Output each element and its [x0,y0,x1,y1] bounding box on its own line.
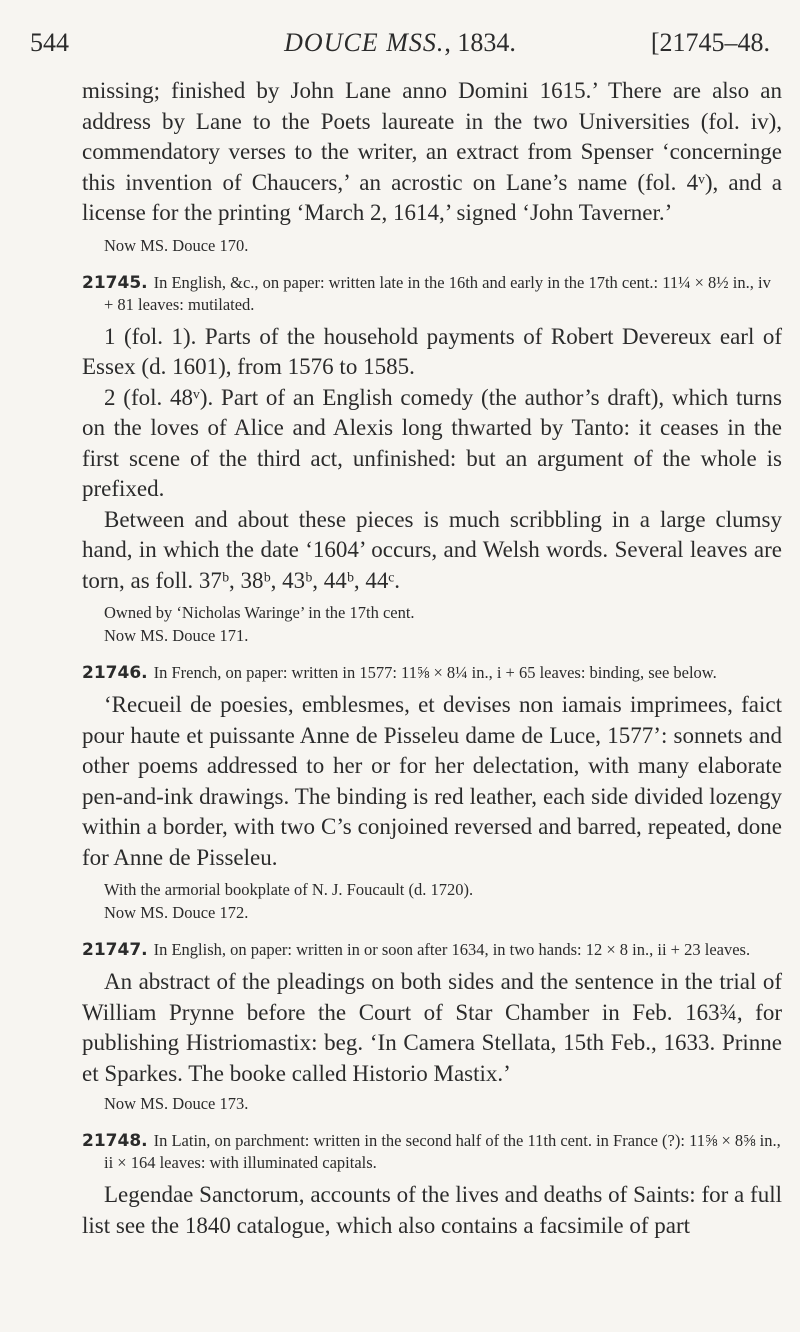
intro-now-ms: Now MS. Douce 170. [104,235,249,255]
entry-paragraph: 1 (fol. 1). Parts of the household payments of Robert Devereux earl of Essex (d. 1601), from 1576 to 1585. [82,323,782,379]
entry-notes: Owned by ‘Nicholas Waringe’ in the 17th cent. [104,603,415,622]
entry-number: 21748. [82,1131,148,1151]
entry-heading [82,939,782,961]
entry-now-ms: Now MS. Douce 173. [104,1094,249,1113]
entry-description: In English, on paper: written in or soon after 1634, in two hands: 12 × 8 in., ii + 23 leaves. [153,940,751,959]
entry-now-ms: Now MS. Douce 172. [104,903,249,922]
entry-21747 [82,939,782,1114]
running-title-year: , 1834. [444,28,516,57]
entry-paragraph: ‘Recueil de poesies, emblesmes, et devises non iamais imprimees, faict pour haute et puissante Anne de Pisseleu dame de Luce, 1577’: sonnets and other poems addressed to her or for her delectation, with many elaborate pen-and-ink drawings. The binding is red leather, each side divided lozengy within a border, with two C’s conjoined reversed and barred, repeated, done for Anne de Pisseleu. [82,692,782,870]
entry-number: 21745. [82,272,148,293]
entry-paragraph: 2 (fol. 48ᵛ). Part of an English comedy (the author’s draft), which turns on the loves of Alice and Alexis long thwarted by Tanto: it ceases in the first scene of the third act, unfinished: but an argument of the whole is prefixed. [82,384,782,501]
entry-range: [21745–48. [650,28,770,57]
running-header [30,18,770,62]
page-body [82,76,782,1241]
entry-heading [82,1130,782,1174]
entry-description: In French, on paper: written in 1577: 11⅝ × 8¼ in., i + 65 leaves: binding, see below. [153,663,717,682]
entry-number: 21747. [82,940,148,960]
entry-paragraph: An abstract of the pleadings on both sides and the sentence in the trial of William Prynne before the Court of Star Chamber in Feb. 163¾, for publishing Histriomastix: beg. ‘In Camera Stellata, 15th Feb., 1633. Prinne et Sparkes. The booke called Historio Mastix.’ [82,969,782,1086]
page-number: 544 [30,28,69,57]
entry-description: In English, &c., on paper: written late in the 16th and early in the 17th cent.: 11¼ × 8½ in., iv + 81 leaves: mutilated. [104,272,771,314]
entry-description: In Latin, on parchment: written in the second half of the 11th cent. in France (?): 11⅝ × 8⅝ in., ii × 164 leaves: with illuminated capitals. [104,1131,781,1172]
entry-number: 21746. [82,663,148,683]
entry-notes: With the armorial bookplate of N. J. Foucault (d. 1720). [104,880,474,899]
entry-now-ms: Now MS. Douce 171. [104,626,249,645]
running-title-italic: DOUCE MSS. [284,28,445,57]
entry-paragraph: Between and about these pieces is much scribbling in a large clumsy hand, in which the date ‘1604’ occurs, and Welsh words. Several leaves are torn, as foll. 37ᵇ, 38ᵇ, 43ᵇ, 44ᵇ, 44ᶜ. [82,506,782,593]
entry-21746 [82,662,782,923]
intro-paragraph: missing; finished by John Lane anno Domini 1615.’ There are also an address by Lane to the Poets laureate in the two Universities (fol. iv), commendatory verses to the writer, an extract from Spenser ‘concerninge this invention of Chaucers,’ an acrostic on Lane’s name (fol. 4ᵛ), and a license for the printing ‘March 2, 1614,’ signed ‘John Taverner.’ [82,78,782,225]
entry-heading [82,272,782,316]
entry-paragraph: Legendae Sanctorum, accounts of the lives and deaths of Saints: for a full list see the 1840 catalogue, which also contains a facsimile of part [82,1182,782,1238]
entry-heading [82,662,782,684]
entry-21745 [82,272,782,647]
entry-21748 [82,1130,782,1241]
